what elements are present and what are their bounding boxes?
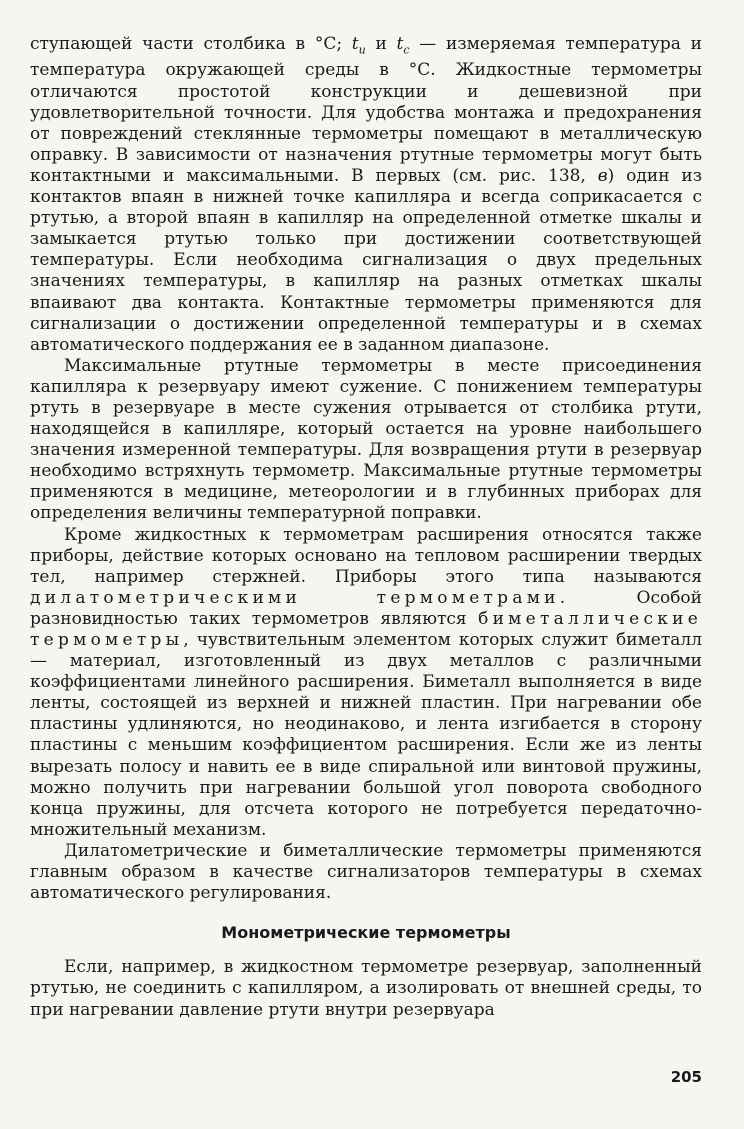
text-segment: ) один из контактов впаян в нижней точке капилляра и всегда соприкасается с ртутью, а второй впаян в капилляр на определенной отметке шкалы и замыкается ртутью только при достижении соответствующей температуры. Если необходима сигнализация о двух предельных значениях температуры, в капилляр на разных отметках шкалы впаивают два контакта. Контактные термометры применяются для сигнализации о достижении определенной температуры и в схемах автоматического поддержания ее в заданном диапазоне. — [30, 165, 703, 355]
page-number: 205 — [670, 1068, 702, 1086]
text-segment: Дилатометрические и биметаллические термометры применяются главным образом в качестве сигнализаторов температуры в схемах автоматического регулирования. — [30, 840, 702, 904]
text-segment: t — [396, 34, 404, 54]
text-segment: . Особой разновидностью таких термометров являются — [30, 587, 702, 629]
text-segment: и — [365, 34, 397, 54]
emphasized-term: дилатометрическими термометрами — [30, 587, 560, 608]
paragraph-5: Если, например, в жидкостном термометре резервуар, заполненный ртутью, не соединить с капилляром, а изолировать от внешней среды, то при нагревании давление ртути внутри резервуара — [30, 957, 702, 1020]
paragraph-1 — [30, 34, 702, 356]
text-segment: Максимальные ртутные термометры в месте присоединения капилляра к резервуару имеют сужение. С понижением температуры ртуть в резервуаре в месте сужения отрывается от столбика ртути, находящейся в капилляре, который остается на уровне наибольшего значения измеренной температуры. Для возвращения ртути в резервуар необходимо встряхнуть термометр. Максимальные ртутные термометры применяются в медицине, метеорологии и в глубинных приборах для определения величины температурной поправки. — [30, 355, 702, 524]
section-heading: Монометрические термометры — [221, 923, 511, 943]
paragraph-2 — [30, 356, 702, 525]
text-segment: Кроме жидкостных к термометрам расширения относятся также приборы, действие которых основано на тепловом расширении твердых тел, например стержней. Приборы этого типа называются — [30, 524, 702, 587]
text-segment: в — [597, 165, 608, 186]
text-segment: и — [358, 43, 366, 57]
text-segment: — измеряемая температура и температура окружающей среды в °С. Жидкостные термометры отличаются простотой конструкции и дешевизной при удовлетворительной точности. Для удобства монтажа и предохранения от повреждений стеклянные термометры помещают в металлическую оправку. В зависимости от назначения ртутные термометры могут быть контактными и максимальными. В первых (см. рис. 138, — [30, 34, 702, 186]
text-segment: ступающей части столбика в °С; — [30, 34, 352, 54]
body-text — [30, 34, 702, 1021]
text-segment: с — [403, 43, 410, 57]
paragraph-3 — [30, 525, 702, 841]
text-segment: , чувствительным элементом которых служит биметалл — материал, изготовленный из двух металлов с различными коэффициентами линейного расширения. Биметалл выполняется в виде ленты, состоящей из верхней и нижней пластин. При нагревании обе пластины удлиняются, но неодинаково, и лента изгибается в сторону пластины с меньшим коэффициентом расширения. Если же из ленты вырезать полосу и навить ее в виде спиральной или винтовой пружины, можно получить при нагревании большой угол поворота свободного конца пружины, для отсчета которого не потребуется передаточно-множительный механизм. — [30, 630, 702, 840]
emphasized-term: биметаллические термометры — [30, 608, 702, 651]
paragraph-4 — [30, 841, 702, 904]
text-segment: t — [351, 34, 359, 54]
